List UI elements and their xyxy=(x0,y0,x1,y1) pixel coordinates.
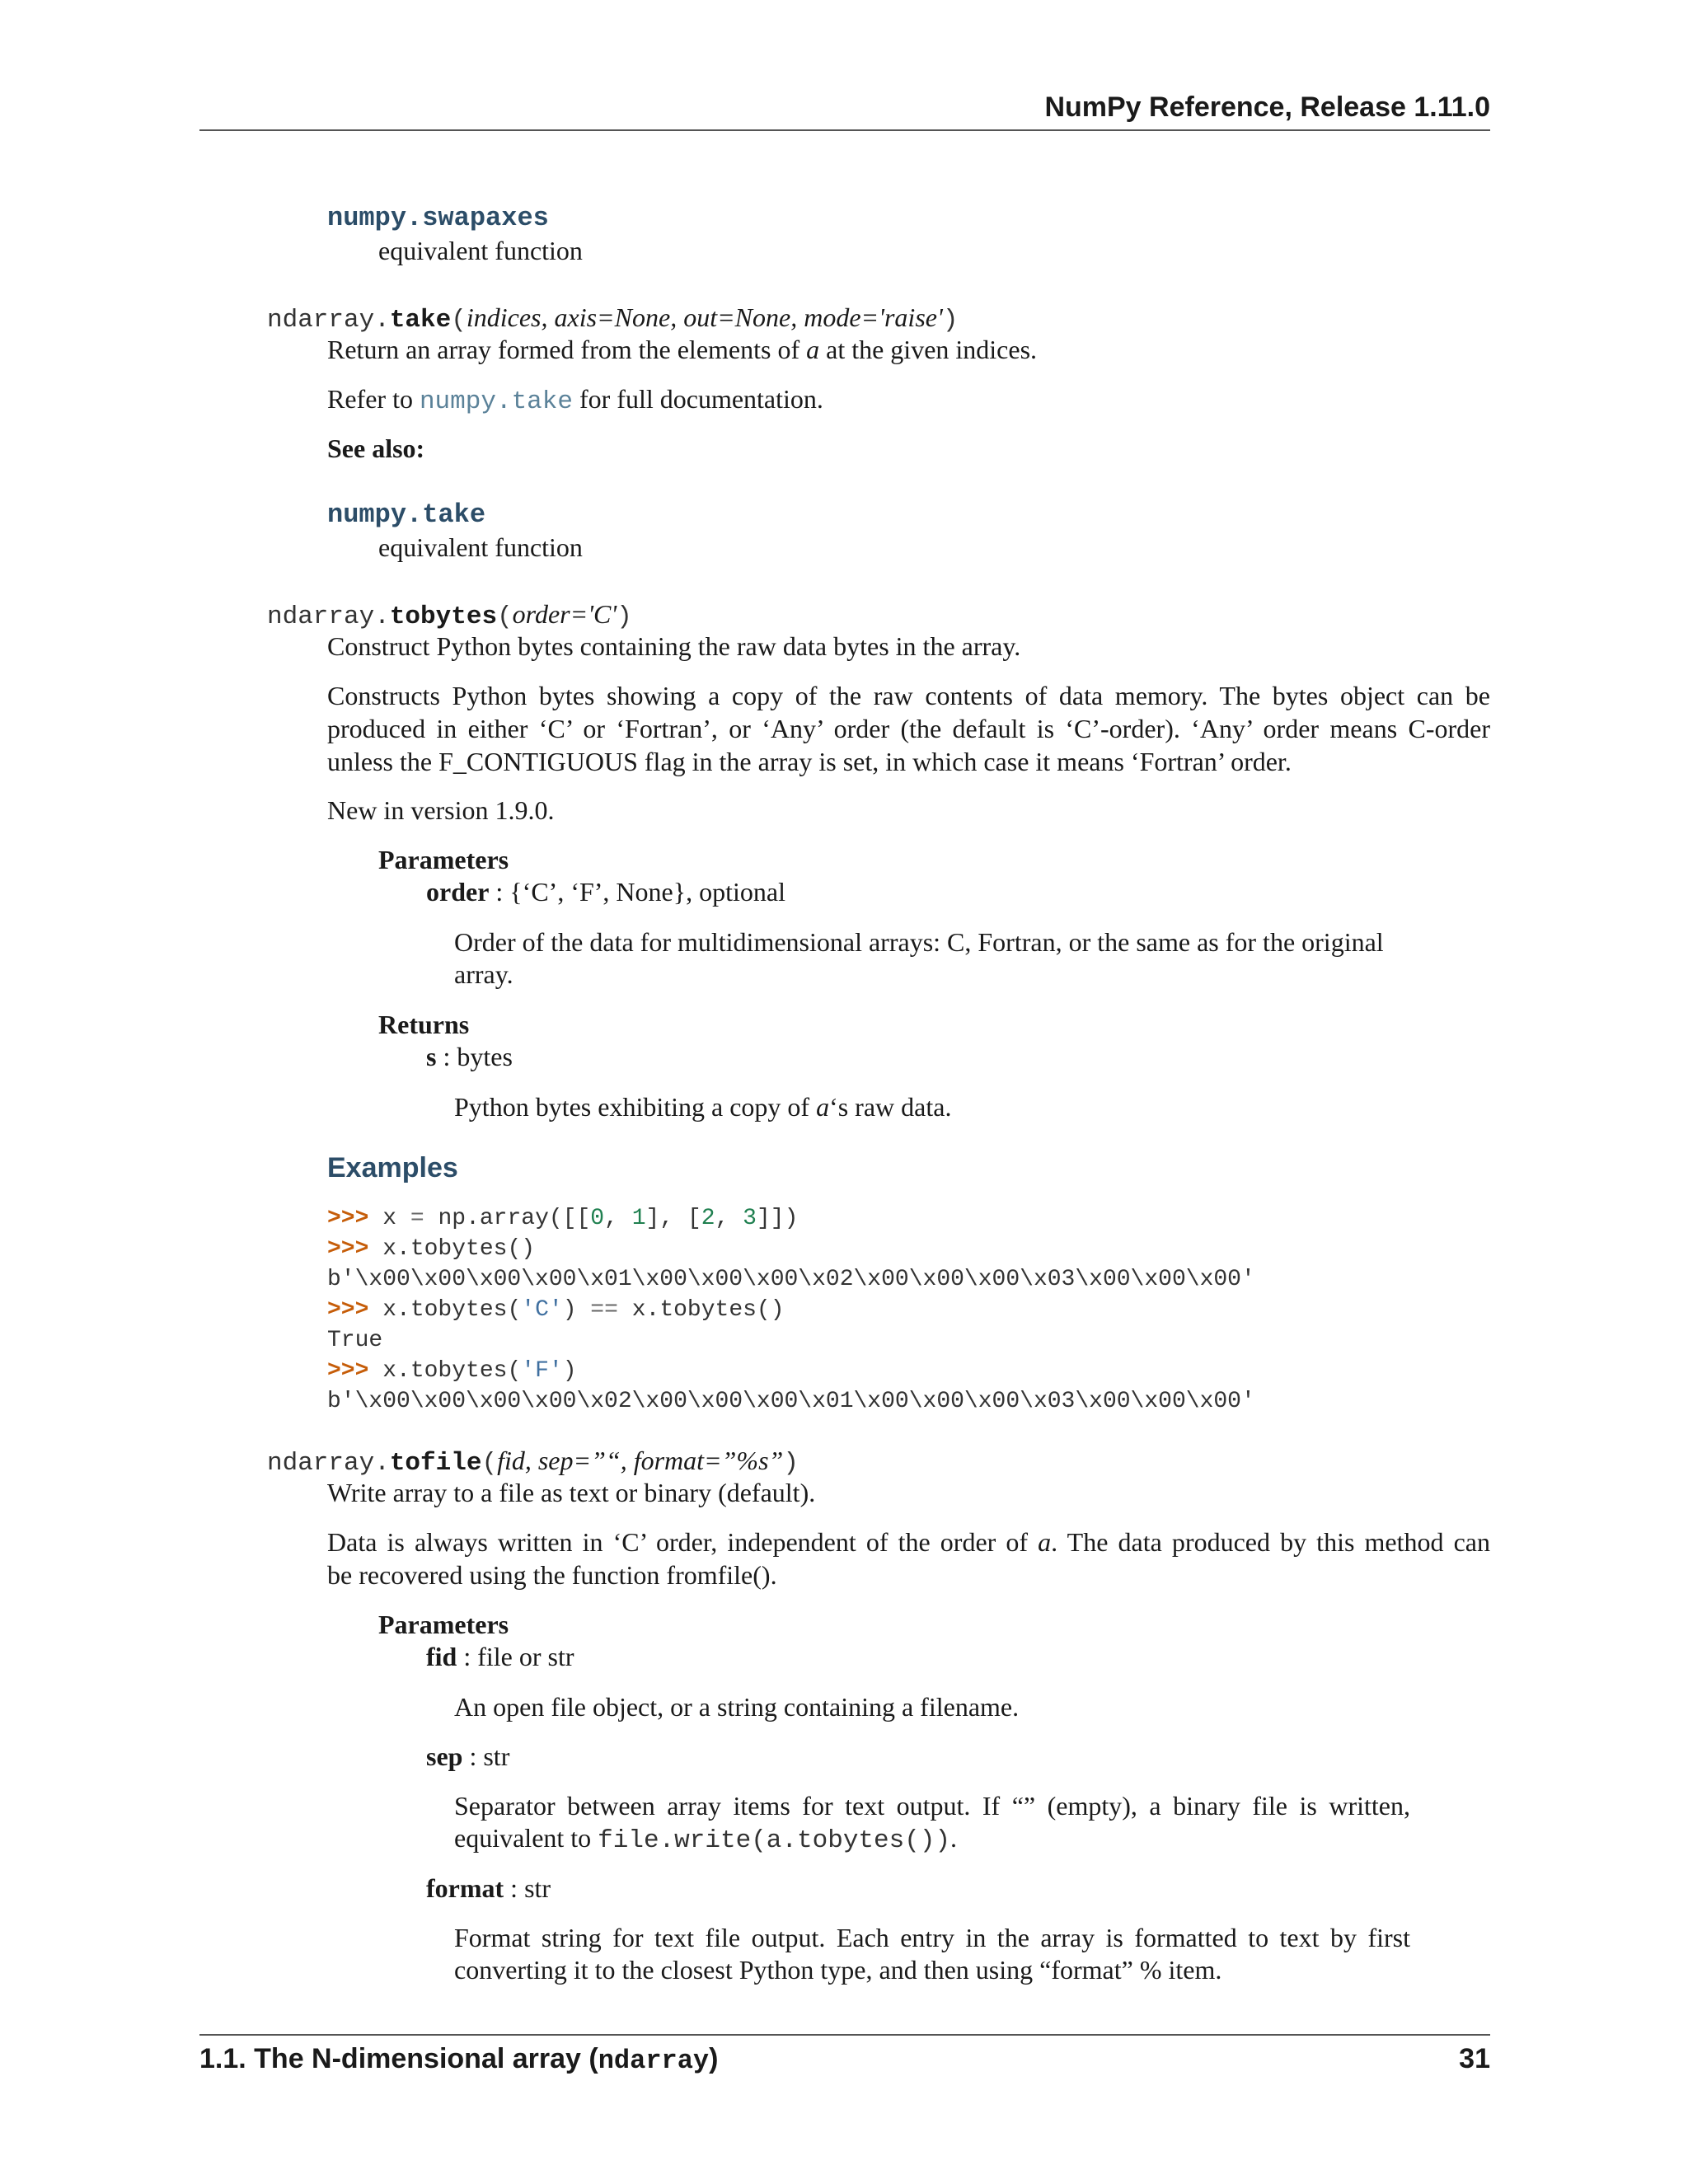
desc-line: Constructs Python bytes showing a copy of the raw contents of data memory. The bytes object can be xyxy=(327,681,1490,710)
code-line xyxy=(327,1325,1255,1356)
tofile-summary: Write array to a file as text or binary (default). xyxy=(327,1478,816,1507)
parameters-heading: Parameters xyxy=(378,1610,509,1639)
desc-line: be recovered using the function fromfile(). xyxy=(327,1560,777,1590)
signature-take xyxy=(267,301,958,337)
see-also-heading: See also: xyxy=(327,434,425,463)
take-refer xyxy=(327,382,823,419)
desc-var: a xyxy=(1038,1527,1052,1557)
code-text: x.tobytes( xyxy=(368,1358,522,1384)
page-number: 31 xyxy=(1459,2043,1490,2074)
param-type: : str xyxy=(504,1873,551,1903)
signature-tofile xyxy=(267,1444,799,1480)
param-desc-line: converting it to the closest Python type, and then using “format” % item. xyxy=(454,1955,1222,1985)
sig-method-name: tobytes xyxy=(389,602,498,631)
code-line xyxy=(327,1356,1255,1386)
desc-text: Data is always written in ‘C’ order, independent of the order of xyxy=(327,1527,1039,1557)
header-rule xyxy=(199,129,1490,131)
code-text: ]]) xyxy=(756,1206,799,1231)
code-block xyxy=(327,1203,1255,1417)
examples-heading: Examples xyxy=(327,1152,458,1183)
code-output: True xyxy=(327,1328,383,1353)
code-text: x.tobytes() xyxy=(617,1297,785,1323)
param-format xyxy=(426,1872,551,1905)
desc-text-end: . The data produced by this method can xyxy=(1051,1527,1491,1557)
footer-section-code: ndarray xyxy=(598,2046,710,2076)
return-desc-text: Python bytes exhibiting a copy of xyxy=(454,1092,817,1122)
sig-open-paren: ( xyxy=(451,306,467,335)
sig-close-paren: ) xyxy=(617,602,632,631)
return-s xyxy=(426,1040,513,1073)
take-summary-var: a xyxy=(806,335,820,364)
param-name: order xyxy=(426,877,490,907)
param-order xyxy=(426,875,785,908)
code-text: np.array([[ xyxy=(424,1206,591,1231)
code-line xyxy=(327,1203,1255,1234)
code-text: ) xyxy=(562,1297,591,1323)
footer-section xyxy=(199,2043,718,2074)
code-operator: == xyxy=(590,1297,618,1323)
code-operator: = xyxy=(410,1206,424,1231)
code-prompt: >>> xyxy=(327,1236,369,1262)
return-name: s xyxy=(426,1042,437,1071)
param-sep xyxy=(426,1740,509,1773)
sig-method-name: take xyxy=(389,306,452,335)
param-name: format xyxy=(426,1873,504,1903)
return-desc xyxy=(454,1090,951,1123)
code-text: x.tobytes( xyxy=(368,1297,522,1323)
sig-open-paren: ( xyxy=(481,1449,498,1478)
sig-object: ndarray. xyxy=(267,1449,390,1478)
footer-rule xyxy=(199,2034,1490,2036)
code-number: 0 xyxy=(590,1206,605,1231)
return-type: : bytes xyxy=(436,1042,513,1071)
code-line xyxy=(327,1264,1255,1295)
code-text: , xyxy=(604,1206,632,1231)
parameters-heading: Parameters xyxy=(378,845,509,874)
take-summary-text-end: at the given indices. xyxy=(819,335,1038,364)
take-summary-text: Return an array formed from the elements of xyxy=(327,335,807,364)
code-text: ], [ xyxy=(645,1206,701,1231)
param-type: : file or str xyxy=(457,1642,574,1671)
return-desc-text-end: ‘s raw data. xyxy=(829,1092,952,1122)
desc-text-end: . xyxy=(950,1823,958,1853)
param-desc-line: An open file object, or a string containing a filename. xyxy=(454,1692,1020,1722)
param-desc-line: Order of the data for multidimensional arrays: C, Fortran, or the same as for the original xyxy=(454,927,1384,957)
param-type: : str xyxy=(462,1741,510,1771)
footer-section-text-end: ) xyxy=(709,2043,719,2074)
code-number: 3 xyxy=(743,1206,757,1231)
code-text: , xyxy=(715,1206,743,1231)
footer-section-text: 1.1. The N-dimensional array ( xyxy=(199,2043,598,2074)
take-summary xyxy=(327,333,1037,366)
version-note: New in version 1.9.0. xyxy=(327,795,555,825)
returns-heading: Returns xyxy=(378,1010,470,1039)
sig-params: indices, axis=None, out=None, mode='raise' xyxy=(466,302,943,332)
sig-open-paren: ( xyxy=(497,602,513,631)
code-output: b'\x00\x00\x00\x00\x02\x00\x00\x00\x01\x00\x00\x00\x03\x00\x00\x00' xyxy=(327,1389,1255,1414)
take-refer-text: Refer to xyxy=(327,384,420,414)
tobytes-summary: Construct Python bytes containing the raw data bytes in the array. xyxy=(327,631,1021,661)
code-line xyxy=(327,1234,1255,1264)
running-footer xyxy=(199,2042,1490,2078)
desc-line: produced in either ‘C’ or ‘Fortran’, or ‘Any’ order (the default is ‘C’-order). ‘Any’ order means C-order xyxy=(327,714,1490,743)
code-number: 2 xyxy=(701,1206,715,1231)
code-prompt: >>> xyxy=(327,1358,369,1384)
tofile-description xyxy=(327,1526,1490,1591)
code-number: 1 xyxy=(631,1206,646,1231)
code-prompt: >>> xyxy=(327,1206,369,1231)
sig-params: fid, sep=”“, format=”%s” xyxy=(497,1446,784,1475)
param-desc-line: array. xyxy=(454,959,513,989)
code-line xyxy=(327,1386,1255,1417)
param-name: sep xyxy=(426,1741,463,1771)
param-fid xyxy=(426,1640,574,1673)
take-refer-link[interactable]: numpy.take xyxy=(419,387,573,416)
param-desc-line: Format string for text file output. Each entry in the array is formatted to text by first xyxy=(454,1923,1410,1952)
return-desc-var: a xyxy=(816,1092,830,1122)
code-output: b'\x00\x00\x00\x00\x01\x00\x00\x00\x02\x00\x00\x00\x03\x00\x00\x00' xyxy=(327,1267,1255,1292)
code-string: 'C' xyxy=(521,1297,563,1323)
param-desc-line: Separator between array items for text output. If “” (empty), a binary file is written, xyxy=(454,1791,1410,1821)
header-title: NumPy Reference, Release 1.11.0 xyxy=(1044,91,1490,123)
code-text: x.tobytes() xyxy=(368,1236,536,1262)
sig-method-name: tofile xyxy=(389,1449,482,1478)
sig-close-paren: ) xyxy=(942,306,959,335)
code-text: x xyxy=(368,1206,410,1231)
sig-object: ndarray. xyxy=(267,306,390,335)
sig-object: ndarray. xyxy=(267,602,390,631)
code-line xyxy=(327,1295,1255,1325)
seealso-desc-swapaxes: equivalent function xyxy=(378,236,583,265)
sig-params: order='C' xyxy=(512,599,617,629)
sig-close-paren: ) xyxy=(783,1449,799,1478)
seealso-link-swapaxes[interactable]: numpy.swapaxes xyxy=(327,203,549,233)
tobytes-description xyxy=(327,679,1490,778)
param-type: : {‘C’, ‘F’, None}, optional xyxy=(489,877,785,907)
running-header xyxy=(199,91,1490,124)
desc-text: equivalent to xyxy=(454,1823,598,1853)
code-prompt: >>> xyxy=(327,1297,369,1323)
code-text: ) xyxy=(562,1358,577,1384)
param-desc-line xyxy=(454,1821,957,1858)
code-string: 'F' xyxy=(521,1358,563,1384)
inline-code: file.write(a.tobytes()) xyxy=(598,1826,951,1855)
seealso-link-take[interactable]: numpy.take xyxy=(327,499,486,530)
signature-tobytes xyxy=(267,598,632,634)
take-refer-text-end: for full documentation. xyxy=(572,384,823,414)
seealso-desc-take: equivalent function xyxy=(378,532,583,562)
desc-line xyxy=(327,1526,1490,1558)
param-name: fid xyxy=(426,1642,457,1671)
desc-line: unless the F_CONTIGUOUS flag in the array is set, in which case it means ‘Fortran’ order. xyxy=(327,747,1292,776)
